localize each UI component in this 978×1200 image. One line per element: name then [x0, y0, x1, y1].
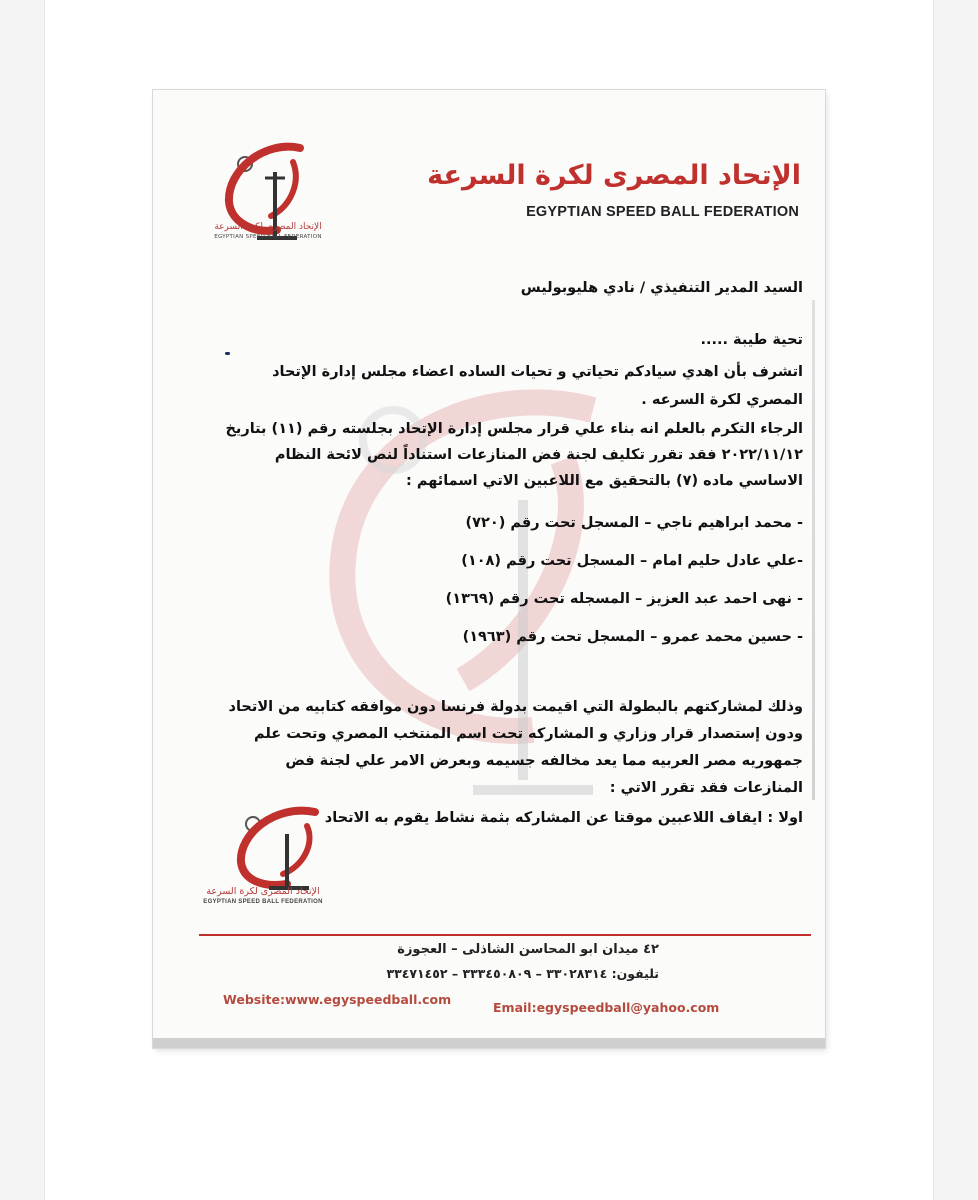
viewer-right-gutter [933, 0, 978, 1200]
letter-decision-first: اولا : ايقاف اللاعبين موقتا عن المشاركه بثمة نشاط يقوم به الاتحاد [324, 810, 803, 826]
org-name-arabic: الإتحاد المصرى لكرة السرعة [427, 160, 801, 191]
list-item: - نهى احمد عبد العزيز – المسجله تحت رقم (١٣٦٩) [445, 591, 803, 607]
letter-decision-paragraph: الرجاء التكرم بالعلم انه بناء علي قرار مجلس إدارة الإتحاد بجلسته رقم (١١) بتاريخ ٢٠٢٢/١١/١٢ فقد تقرر تكليف لجنة فض المنازعات استناداً لنص لائحة النظام الاساسي ماده (٧) بالتحقيق مع اللاعبين الاتي اسمائهم : [225, 421, 803, 489]
footer-logo-caption-en: EGYPTIAN SPEED BALL FEDERATION [203, 899, 323, 905]
scan-streak [812, 300, 815, 800]
org-name-english: EGYPTIAN SPEED BALL FEDERATION [526, 204, 799, 220]
letter-document [153, 90, 825, 1048]
speedball-racket-icon [205, 130, 335, 290]
letter-reason-paragraph: وذلك لمشاركتهم بالبطولة التي اقيمت بدولة فرنسا دون موافقه كتابيه من الاتحاد ودون إستصدار قرار وزاري و المشاركه تحت اسم المنتخب المصري وتحت علم جمهوريه مصر العربيه مما يعد مخالفه جسيمه وبعرض الامر علي لجنة فض المنازعات فقد تقرر الاتي : [228, 699, 803, 796]
page-bottom-edge [153, 1038, 825, 1048]
footer-address: ٤٢ ميدان ابو المحاسن الشاذلى – العجوزة [397, 942, 659, 957]
footer-logo-caption-ar: الإتحاد المصرى لكرة السرعة [206, 886, 320, 897]
list-item: - محمد ابراهيم ناجي – المسجل تحت رقم (٧٢٠) [465, 515, 803, 531]
footer-phones: تليفون: ٣٣٠٢٨٣١٤ – ٣٣٣٤٥٠٨٠٩ – ٣٣٤٧١٤٥٢ [386, 966, 659, 981]
list-item: - حسين محمد عمرو – المسجل تحت رقم (١٩٦٣) [462, 629, 803, 645]
footer-email-link[interactable]: Email:egyspeedball@yahoo.com [493, 1000, 720, 1015]
footer-website-link[interactable]: Website:www.egyspeedball.com [223, 992, 452, 1007]
player-list [446, 504, 803, 656]
header-logo-caption-ar: الإتحاد المصرى لكرة السرعة [214, 222, 322, 232]
letter-greeting: تحية طيبة ..... [700, 332, 803, 348]
footer-divider [199, 934, 811, 936]
header-logo-caption-en: EGYPTIAN SPEED BALL FEDERATION [214, 234, 322, 240]
letter-recipient: السيد المدير التنفيذي / نادي هليوبوليس [520, 280, 803, 296]
list-item: -علي عادل حليم امام – المسجل تحت رقم (١٠٨) [461, 553, 803, 569]
letter-intro-paragraph: اتشرف بأن اهدي سيادكم تحياتي و تحيات الساده اعضاء مجلس إدارة الإتحاد المصري لكرة السرعه . [272, 364, 803, 408]
scan-mark [225, 352, 230, 355]
viewer-left-gutter [0, 0, 45, 1200]
